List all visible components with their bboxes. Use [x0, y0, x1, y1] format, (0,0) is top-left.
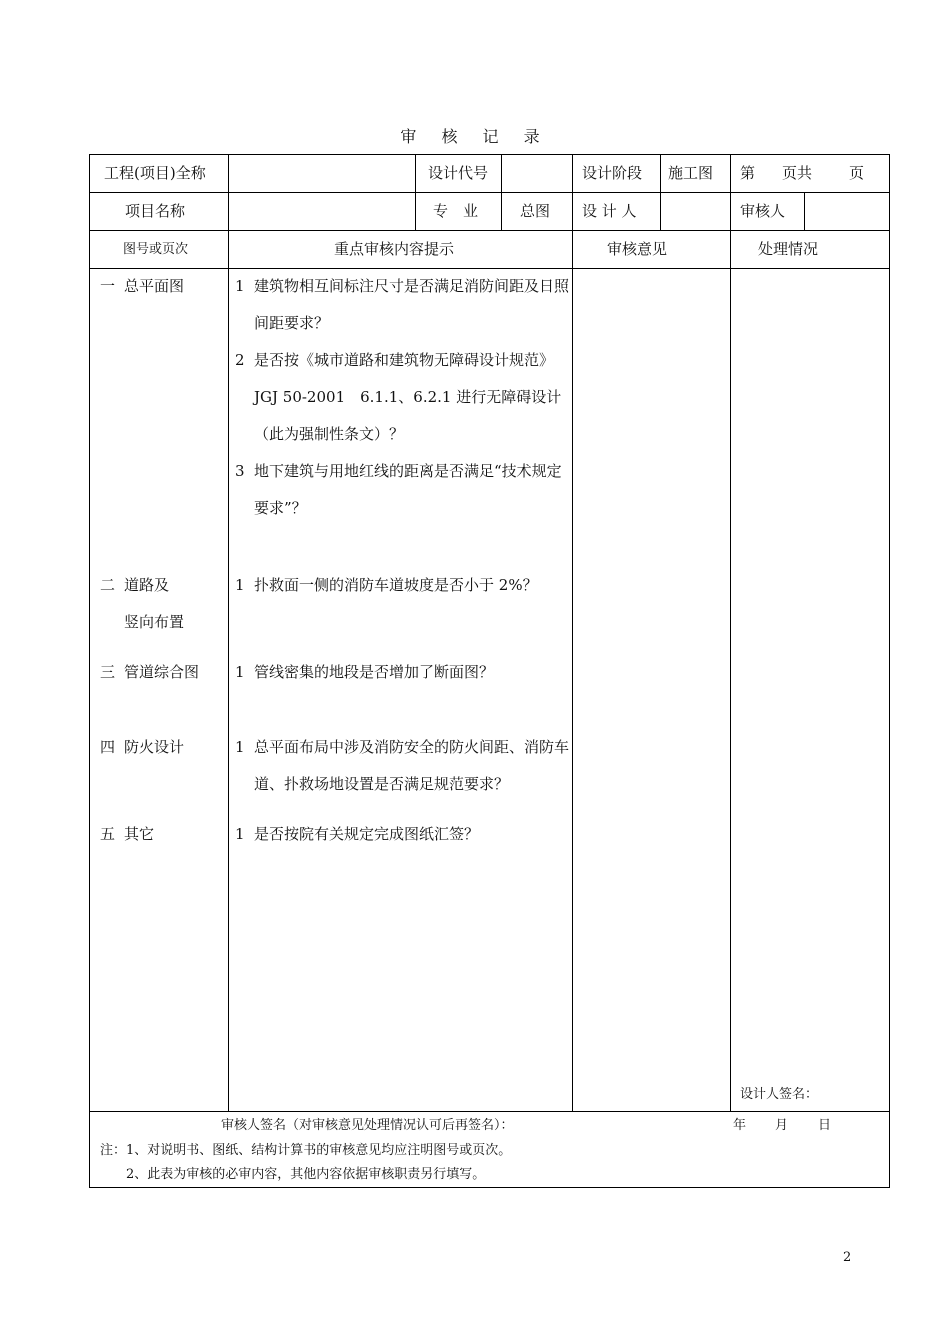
specialty-value: 总图: [520, 202, 551, 220]
section-number: 二: [100, 576, 116, 594]
review-item: [235, 342, 569, 453]
item-number: 1: [235, 738, 245, 756]
designer-signature-label: 设计人签名：: [740, 1087, 819, 1102]
specialty-label: 专 业: [433, 202, 479, 220]
design-stage-value: 施工图: [668, 164, 714, 182]
column-divider: [501, 154, 502, 231]
column-divider: [660, 154, 661, 231]
item-text: 建筑物相互间标注尺寸是否满足消防间距及日照间距要求？: [254, 277, 570, 332]
review-item: [235, 453, 569, 527]
item-number: 1: [235, 576, 245, 594]
reviewer-label: 审核人: [740, 202, 786, 220]
section-label: 总平面图: [124, 277, 185, 295]
item-text: 是否按院有关规定完成图纸汇签？: [254, 825, 480, 843]
column-header-key-points: 重点审核内容提示: [334, 240, 455, 258]
column-divider: [730, 154, 731, 1112]
reviewer-signature-label: 审核人签名（对审核意见处理情况认可后再签名）：: [221, 1118, 514, 1133]
section-number: 五: [100, 825, 116, 843]
section-title: [100, 654, 199, 691]
section-label: 防火设计: [124, 738, 185, 756]
review-item: [235, 816, 569, 853]
section-label: 道路及: [124, 576, 170, 594]
section-title: [100, 268, 184, 305]
column-divider: [572, 154, 573, 1112]
table-border-right: [889, 154, 890, 1188]
date-day-label: 日: [818, 1118, 832, 1133]
designer-label: 设 计 人: [582, 202, 637, 220]
item-text: 地下建筑与用地红线的距离是否满足“技术规定要求”？: [254, 462, 562, 517]
row-divider: [89, 230, 890, 231]
date-month-label: 月: [775, 1118, 789, 1133]
design-stage-label: 设计阶段: [582, 164, 643, 182]
review-item: [235, 567, 569, 604]
note-1: 注：1、对说明书、图纸、结构计算书的审核意见均应注明图号或页次。: [100, 1143, 512, 1158]
project-name-label: 项目名称: [125, 202, 186, 220]
row-divider: [89, 192, 890, 193]
item-text: 总平面布局中涉及消防安全的防火间距、消防车道、扑救场地设置是否满足规范要求？: [254, 738, 570, 793]
item-number: 1: [235, 663, 245, 681]
item-text: 是否按《城市道路和建筑物无障碍设计规范》JGJ 50-2001 6.1.1、6.2.1 进行无障碍设计（此为强制性条文）？: [254, 351, 562, 443]
date-year-label: 年: [733, 1118, 747, 1133]
column-divider: [415, 154, 416, 231]
section-label: 其它: [124, 825, 155, 843]
design-code-label: 设计代号: [428, 164, 489, 182]
project-full-name-label: 工程(项目)全称: [104, 164, 206, 182]
section-title: [100, 816, 154, 853]
item-number: 1: [235, 277, 245, 295]
item-number: 1: [235, 825, 245, 843]
section-number: 三: [100, 663, 116, 681]
column-header-drawing-no: 图号或页次: [123, 242, 189, 257]
page-label-ye-gong: 页共: [782, 164, 813, 182]
section-number: 一: [100, 277, 116, 295]
section-title: [100, 567, 184, 641]
section-label-line2: 竖向布置: [124, 613, 185, 631]
table-border-top: [89, 154, 890, 155]
note-2: 2、此表为审核的必审内容，其他内容依据审核职责另行填写。: [126, 1167, 486, 1182]
column-divider: [228, 154, 229, 1112]
page-label-ye: 页: [849, 164, 865, 182]
page-label-di: 第: [740, 164, 756, 182]
review-item: [235, 268, 569, 342]
item-text: 扑救面一侧的消防车道坡度是否小于 2%？: [254, 576, 538, 594]
section-title: [100, 729, 184, 766]
column-divider: [804, 192, 805, 231]
review-item: [235, 729, 569, 803]
table-border-left: [89, 154, 90, 1188]
item-number: 2: [235, 351, 245, 369]
section-label: 管道综合图: [124, 663, 200, 681]
row-divider: [89, 1111, 890, 1112]
item-text: 管线密集的地段是否增加了断面图？: [254, 663, 495, 681]
column-header-opinion: 审核意见: [607, 240, 668, 258]
document-title: 审 核 记 录: [400, 127, 550, 146]
section-number: 四: [100, 738, 116, 756]
column-header-handling: 处理情况: [758, 240, 819, 258]
item-number: 3: [235, 462, 245, 480]
review-item: [235, 654, 569, 691]
page-number: 2: [843, 1250, 852, 1265]
table-border-bottom: [89, 1187, 890, 1188]
